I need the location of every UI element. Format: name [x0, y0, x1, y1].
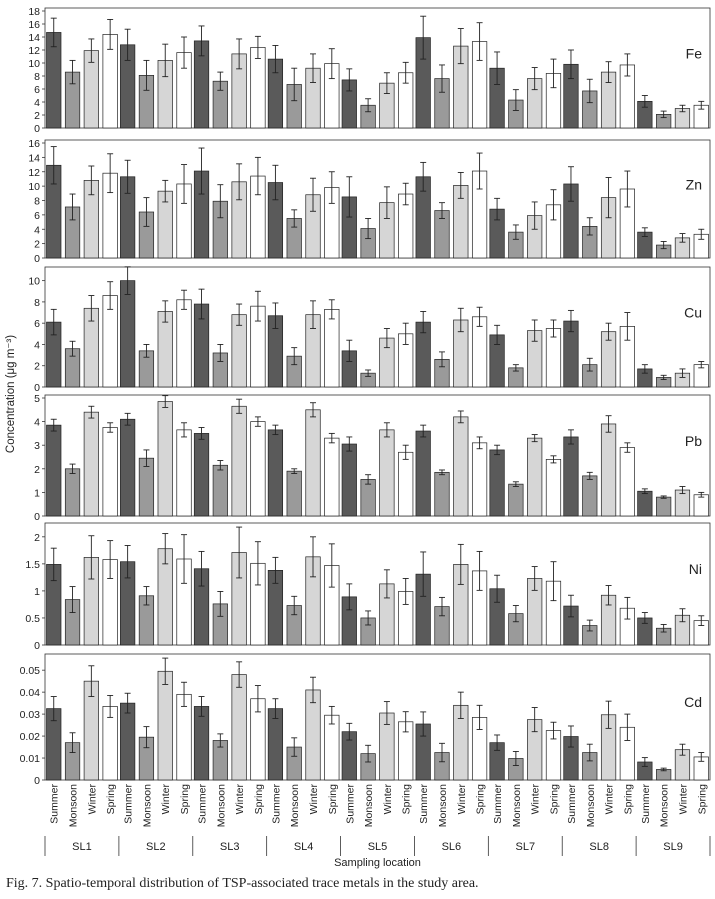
bar-pb-sl7-winter [527, 438, 542, 516]
y-tick-label: 2 [34, 238, 40, 251]
bar-pb-sl3-monsoon [213, 465, 228, 516]
season-tick-label: Monsoon [584, 784, 597, 828]
season-tick-label: Winter [529, 784, 542, 815]
bar-pb-sl5-winter [380, 430, 395, 516]
season-tick-label: Winter [677, 784, 690, 815]
bar-cd-sl2-winter [158, 671, 173, 780]
season-tick-label: Spring [252, 784, 265, 815]
season-tick-label: Summer [565, 784, 578, 824]
y-tick-label: 0 [34, 775, 40, 787]
bar-pb-sl6-winter [454, 417, 469, 516]
y-tick-label: 16 [28, 19, 40, 31]
season-tick-label: Spring [474, 784, 487, 815]
bar-pb-sl5-spring [398, 452, 413, 516]
y-tick-label: 0 [34, 511, 40, 523]
bar-pb-sl9-spring [694, 495, 709, 516]
bar-cd-sl3-winter [232, 675, 247, 780]
metal-label-cu: Cu [684, 304, 702, 321]
y-tick-label: 2 [34, 531, 40, 544]
y-tick-label: 14 [28, 32, 40, 44]
bar-cu-sl2-winter [158, 311, 173, 387]
season-tick-label: Summer [48, 784, 61, 824]
bar-pb-sl7-summer [490, 450, 505, 516]
y-tick-label: 10 [28, 181, 40, 194]
season-tick-label: Winter [160, 784, 173, 815]
season-tick-label: Monsoon [289, 784, 302, 828]
bar-pb-sl8-monsoon [583, 476, 598, 516]
y-tick-label: 12 [28, 45, 40, 57]
location-label-sl4: SL4 [293, 841, 314, 853]
y-tick-label: 10 [28, 275, 40, 288]
y-tick-label: 0.05 [19, 665, 40, 678]
bar-pb-sl6-monsoon [435, 472, 450, 516]
season-tick-label: Monsoon [141, 784, 154, 828]
y-tick-label: 8 [34, 71, 40, 83]
bar-pb-sl1-monsoon [65, 469, 80, 516]
y-tick-label: 0 [34, 253, 40, 265]
y-tick-label: 10 [28, 58, 40, 70]
y-tick-label: 0 [34, 640, 40, 652]
y-tick-label: 1.5 [25, 558, 40, 571]
location-label-sl1: SL1 [72, 841, 92, 853]
season-tick-label: Monsoon [510, 784, 523, 828]
season-tick-label: Winter [86, 784, 99, 815]
y-axis-title: Concentration (μg m⁻³) [5, 334, 17, 454]
bar-pb-sl4-summer [268, 430, 283, 516]
bar-pb-sl3-summer [194, 433, 209, 516]
bar-cd-sl2-spring [177, 694, 192, 780]
season-tick-label: Winter [603, 784, 616, 815]
location-label-sl6: SL6 [441, 841, 462, 853]
bar-pb-sl5-summer [342, 444, 357, 516]
bar-cd-sl4-winter [306, 690, 321, 780]
y-tick-label: 0 [34, 382, 40, 394]
bar-cd-sl3-summer [194, 706, 209, 780]
metal-label-zn: Zn [685, 176, 702, 193]
bar-pb-sl6-summer [416, 431, 431, 516]
bar-cu-sl2-spring [177, 300, 192, 387]
bar-cd-sl4-spring [325, 715, 340, 780]
y-tick-label: 6 [34, 84, 40, 96]
x-axis-title: Sampling location [334, 857, 421, 869]
bar-pb-sl8-summer [564, 437, 579, 516]
bar-pb-sl3-spring [251, 422, 266, 516]
season-tick-label: Spring [548, 784, 561, 815]
bar-pb-sl5-monsoon [361, 479, 376, 516]
bar-cu-sl4-spring [325, 309, 340, 387]
season-tick-label: Spring [179, 784, 192, 815]
location-label-sl8: SL8 [589, 841, 609, 853]
season-tick-label: Winter [381, 784, 394, 815]
location-label-sl9: SL9 [663, 841, 683, 853]
y-tick-label: 4 [34, 224, 40, 237]
metal-label-fe: Fe [685, 45, 702, 62]
season-tick-label: Summer [492, 784, 505, 824]
y-tick-label: 4 [34, 97, 40, 109]
bar-fe-sl3-spring [251, 47, 266, 128]
y-tick-label: 16 [28, 138, 40, 150]
y-tick-label: 1 [34, 585, 40, 598]
y-tick-label: 6 [34, 318, 40, 331]
bar-cu-sl6-spring [472, 317, 487, 387]
figure-caption: Fig. 7. Spatio-temporal distribution of TSP-associated trace metals in the study area. [6, 876, 479, 891]
y-tick-label: 18 [28, 6, 40, 18]
season-tick-label: Monsoon [436, 784, 449, 828]
y-tick-label: 0.04 [19, 687, 40, 700]
season-tick-label: Spring [105, 784, 118, 815]
y-tick-label: 6 [34, 209, 40, 222]
y-tick-label: 2 [34, 110, 40, 122]
bar-pb-sl7-monsoon [509, 484, 524, 516]
bar-pb-sl4-winter [306, 410, 321, 516]
y-tick-label: 4 [34, 416, 40, 429]
season-tick-label: Spring [400, 784, 413, 815]
y-tick-label: 0.5 [25, 612, 40, 625]
y-tick-label: 14 [28, 152, 40, 165]
metal-label-ni: Ni [688, 561, 702, 578]
season-tick-label: Winter [308, 784, 321, 815]
season-tick-label: Spring [326, 784, 339, 815]
season-tick-label: Monsoon [363, 784, 376, 828]
bar-pb-sl9-summer [638, 491, 653, 516]
season-tick-label: Winter [234, 784, 247, 815]
y-tick-label: 8 [34, 296, 40, 309]
y-tick-label: 0.01 [19, 753, 40, 766]
season-tick-label: Summer [196, 784, 209, 824]
season-tick-label: Spring [696, 784, 709, 815]
bar-cu-sl2-summer [120, 281, 135, 387]
bar-pb-sl4-spring [325, 438, 340, 516]
bar-pb-sl7-spring [546, 459, 561, 516]
bar-pb-sl4-monsoon [287, 471, 302, 516]
bar-pb-sl2-summer [120, 419, 135, 516]
y-tick-label: 12 [28, 166, 40, 179]
metal-label-cd: Cd [684, 693, 702, 710]
bar-pb-sl3-winter [232, 406, 247, 516]
bar-pb-sl9-monsoon [656, 497, 671, 516]
bar-pb-sl8-spring [620, 448, 635, 516]
y-tick-label: 4 [34, 339, 40, 352]
y-tick-label: 0.03 [19, 709, 40, 722]
y-tick-label: 0 [34, 123, 40, 135]
bar-pb-sl2-spring [177, 430, 192, 516]
bar-pb-sl8-winter [601, 424, 616, 516]
location-label-sl7: SL7 [515, 841, 536, 853]
bar-cd-sl4-summer [268, 709, 283, 780]
metal-label-pb: Pb [684, 432, 702, 449]
bar-pb-sl1-spring [103, 428, 118, 517]
season-tick-label: Monsoon [215, 784, 228, 828]
bar-pb-sl2-winter [158, 402, 173, 516]
season-tick-label: Spring [622, 784, 635, 815]
season-tick-label: Monsoon [67, 784, 80, 828]
season-tick-label: Summer [122, 784, 135, 824]
location-label-sl3: SL3 [219, 841, 240, 853]
location-label-sl2: SL2 [146, 841, 166, 853]
bar-pb-sl6-spring [472, 443, 487, 516]
y-tick-label: 2 [34, 463, 40, 476]
y-tick-label: 5 [34, 393, 40, 405]
bar-pb-sl1-summer [46, 425, 61, 516]
y-tick-label: 3 [34, 440, 40, 453]
season-tick-label: Winter [455, 784, 468, 815]
season-tick-label: Summer [639, 784, 652, 824]
season-tick-label: Monsoon [658, 784, 671, 828]
y-tick-label: 0.02 [19, 731, 40, 744]
y-tick-label: 8 [34, 195, 40, 208]
y-tick-label: 1 [34, 487, 40, 500]
bar-pb-sl1-winter [84, 412, 99, 516]
y-tick-label: 2 [34, 360, 40, 373]
season-tick-label: Summer [344, 784, 357, 824]
season-tick-label: Summer [270, 784, 283, 824]
location-label-sl5: SL5 [367, 841, 388, 853]
season-tick-label: Summer [418, 784, 431, 824]
bar-cd-sl2-summer [120, 703, 135, 780]
